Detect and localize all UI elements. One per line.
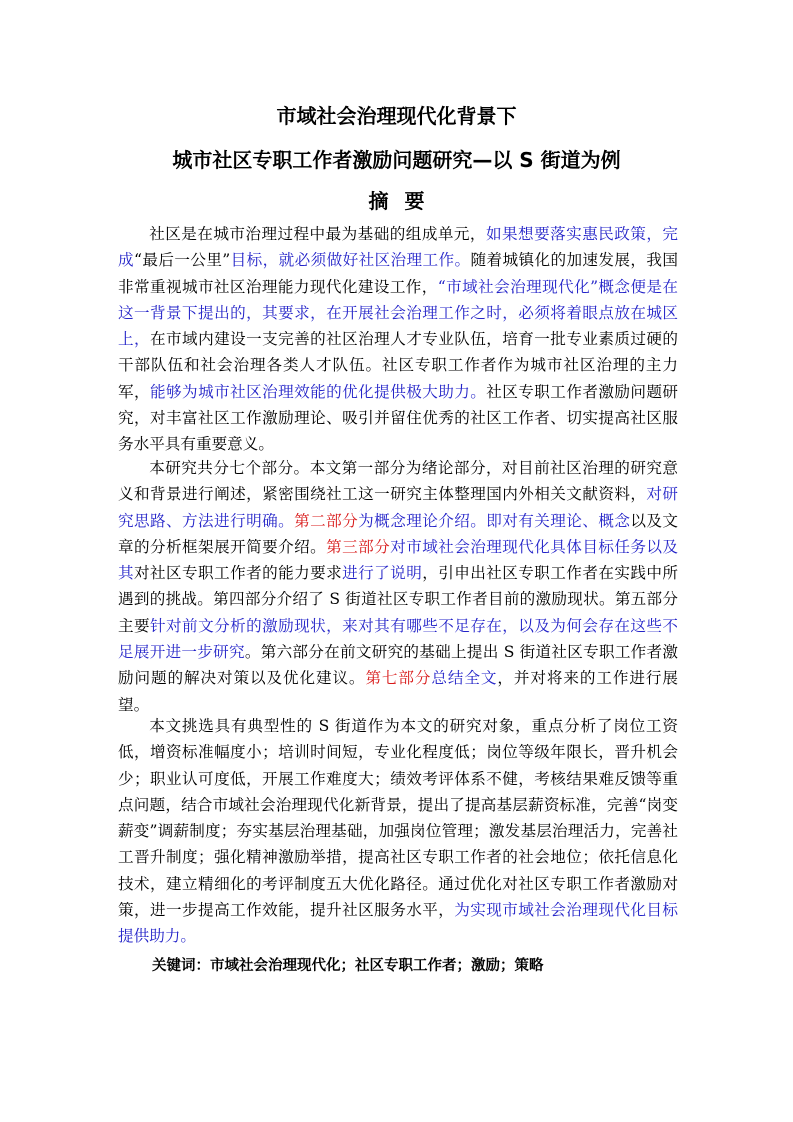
text-run: 随着城镇化的加速发展，我国非常重视城市社区治理能力现代化建设工作， [118,251,678,296]
text-run: 对市域社会治理现代化具体目标任务以及其 [118,537,678,583]
text-run: 能够为城市社区治理效能的优化提供极大助力。 [150,382,487,401]
text-run: 总结全文 [431,669,498,688]
text-run: “市域社会治理现代化”概念便是在这一背景下提出的，其要求，在开展社会治理工作之时，必须将着眼点放在城区上， [118,277,678,349]
abstract-paragraph-3 [118,713,678,950]
text-run: 进行了说明 [342,564,423,583]
text-run: 目标，就必须做好社区治理工作。 [230,251,471,270]
text-run: 社区是在城市治理过程中最为基础的组成单元， [149,225,486,243]
text-run: 为实现市域社会治理现代化目标提供助力。 [118,901,678,946]
text-run: 为概念理论介绍。即对有关理论、概念 [358,511,631,530]
text-run: 本研究共分七个部分。本文第一部分为绪论部分，对目前社区治理的研究意义和背景进行阐述，紧密围绕社工这一研究主体整理国内外相关文献资料， [118,459,678,504]
abstract-paragraph-1 [118,221,678,458]
text-run: 针对前文分析的激励现状，来对其有哪些不足存在，以及为何会存在这些不足展开进一步研究 [118,616,678,662]
text-run: “最后一公里” [134,251,231,270]
text-run: 。第六部分在前文研究的基础上提出 S 街道社区专职工作者激励问题的解决对策以及优化建议。 [118,643,678,688]
text-run: 对社区专职工作者的能力要求 [134,564,343,583]
text-run: 社区专职工作者激励问题研究，对丰富社区工作激励理论、吸引并留住优秀的社区工作者、切实提高社区服务水平具有重要意义。 [118,382,678,454]
title-line-2: 城市社区专职工作者激励问题研究—以 S 街道为例 [172,148,621,172]
text-run: ，并对将来的工作进行展望。 [118,669,678,714]
text-run: 本文挑选具有典型性的 S 街道作为本文的研究对象，重点分析了岗位工资低，增资标准幅度小；培训时间短，专业化程度低；岗位等级年限长，晋升机会少；职业认可度低，开展工作难度大；绩效考评体系不健，考核结果难反馈等重点问题，结合市域社会治理现代化新背景，提出了提高基层薪资标准，完善“岗变薪变”调薪制度；夯实基层治理基础，加强岗位管理；激发基层治理活力，完善社工晋升制度；强化精神激励举措，提高社区专职工作者的社会地位；依托信息化技术，建立精细化的考评制度五大优化路径。通过优化对社区专职工作者激励对策，进一步提高工作效能，提升社区服务水平， [118,717,678,920]
abstract-paragraph-2 [118,455,678,718]
keywords-line: 关键词：市域社会治理现代化；社区专职工作者；激励；策略 [152,958,544,974]
text-run: ，引申出社区专职工作者在实践中所遇到的挑战。第四部分介绍了 S 街道社区专职工作者目前的激励现状。第五部分主要 [118,564,678,635]
text-run: 第二部分 [294,511,359,530]
text-run: 以及文章的分析框架展开简要介绍。 [118,511,678,556]
title-line-1: 市域社会治理现代化背景下 [276,104,517,128]
text-run: 第七部分 [365,669,432,688]
text-run: 对研究思路、方法进行明确。 [118,485,678,530]
text-run: 在市域内建设一支完善的社区治理人才专业队伍，培育一批专业素质过硬的干部队伍和社会治理各类人才队伍。社区专职工作者作为城市社区治理的主力军， [118,330,678,401]
abstract-heading: 摘要 [368,189,441,213]
text-run: 如果想要落实惠民政策，完成 [118,225,678,270]
text-run: 第三部分 [326,537,391,556]
